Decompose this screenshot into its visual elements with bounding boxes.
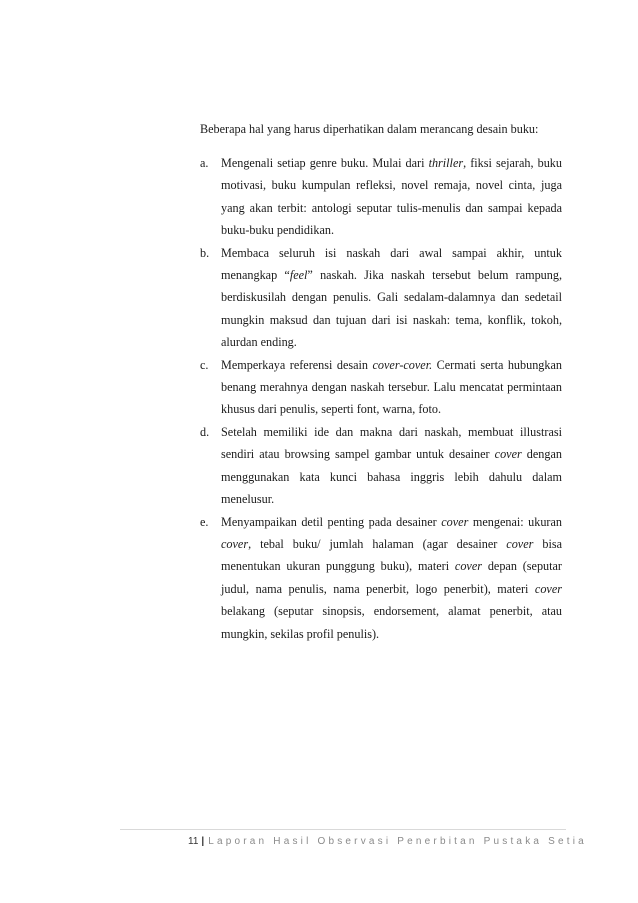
text-run: , tebal buku/ jumlah halaman (agar desainer: [248, 536, 507, 551]
text-run: bisa menentukan ukuran punggung buku), materi: [221, 536, 562, 574]
italic-term: thriller: [428, 156, 464, 170]
list-item: [200, 511, 562, 645]
footer-divider: [120, 829, 566, 830]
list-marker: d.: [200, 424, 210, 439]
text-run: Cermati serta hubungkan benang merahnya dengan naskah tersebur. Lalu mencatat permintaan khusus dari penulis, seperti font, warna, foto.: [221, 357, 562, 417]
list-marker: e.: [200, 514, 209, 529]
italic-term: cover-cover.: [372, 357, 433, 372]
text-run: Setelah memiliki ide dan makna dari naskah, membuat illustrasi sendiri atau browsing sampel gambar untuk desainer: [221, 424, 562, 462]
list-item-text: [221, 421, 562, 511]
text-run: dengan menggunakan kata kunci bahasa inggris lebih dahulu dalam menelusur.: [221, 447, 563, 507]
footer-title: Laporan Hasil Observasi Penerbitan Pustaka Setia: [208, 836, 587, 847]
list-item-text: [221, 511, 562, 645]
italic-term: cover: [534, 581, 562, 596]
list-item: [200, 354, 562, 421]
text-run: mengenai: ukuran: [468, 514, 562, 529]
page-footer: [188, 836, 587, 847]
page-number: 11: [188, 836, 199, 847]
text-run: ” naskah. Jika naskah tersebut belum rampung, berdiskusilah dengan penulis. Gali sedalam-dalamnya dan sedetail mungkin maksud dan tujuan dari isi naskah: tema, konflik, tokoh, alurdan ending.: [221, 268, 563, 350]
text-run: Menyampaikan detil penting pada desainer: [221, 514, 442, 529]
italic-term: cover: [441, 514, 469, 529]
list-item-text: [221, 354, 562, 421]
italic-term: cover: [221, 536, 249, 551]
list-marker: c.: [200, 357, 209, 372]
text-run: , fiksi sejarah, buku motivasi, buku kumpulan refleksi, novel remaja, novel cinta, juga yang akan terbit: antologi seputar tulis-menulis dan sampai kepada buku-buku pendidikan.: [221, 156, 562, 238]
document-body: [200, 118, 562, 645]
list-item: [200, 242, 562, 354]
list-marker: b.: [200, 245, 210, 260]
text-run: Mengenali setiap genre buku. Mulai dari: [221, 156, 429, 170]
text-run: Membaca seluruh isi naskah dari awal sampai akhir, untuk menangkap “: [221, 245, 562, 283]
text-run: Memperkaya referensi desain: [221, 357, 373, 372]
italic-term: cover: [454, 559, 482, 574]
list-item: [200, 421, 562, 511]
footer-separator: |: [201, 836, 205, 847]
list-item-text: [221, 242, 562, 354]
italic-term: feel: [289, 268, 308, 283]
text-run: belakang (seputar sinopsis, endorsement, alamat penerbit, atau mungkin, sekilas profil penulis).: [221, 604, 562, 641]
italic-term: cover: [506, 536, 534, 551]
italic-term: cover: [494, 447, 522, 462]
list-item-text: [221, 152, 562, 242]
intro-paragraph: Beberapa hal yang harus diperhatikan dalam merancang desain buku:: [200, 122, 539, 136]
list-marker: a.: [200, 156, 209, 170]
guideline-list: [200, 152, 562, 645]
list-item: [200, 152, 562, 242]
text-run: depan (seputar judul, nama penulis, nama penerbit, logo penerbit), materi: [221, 559, 562, 596]
